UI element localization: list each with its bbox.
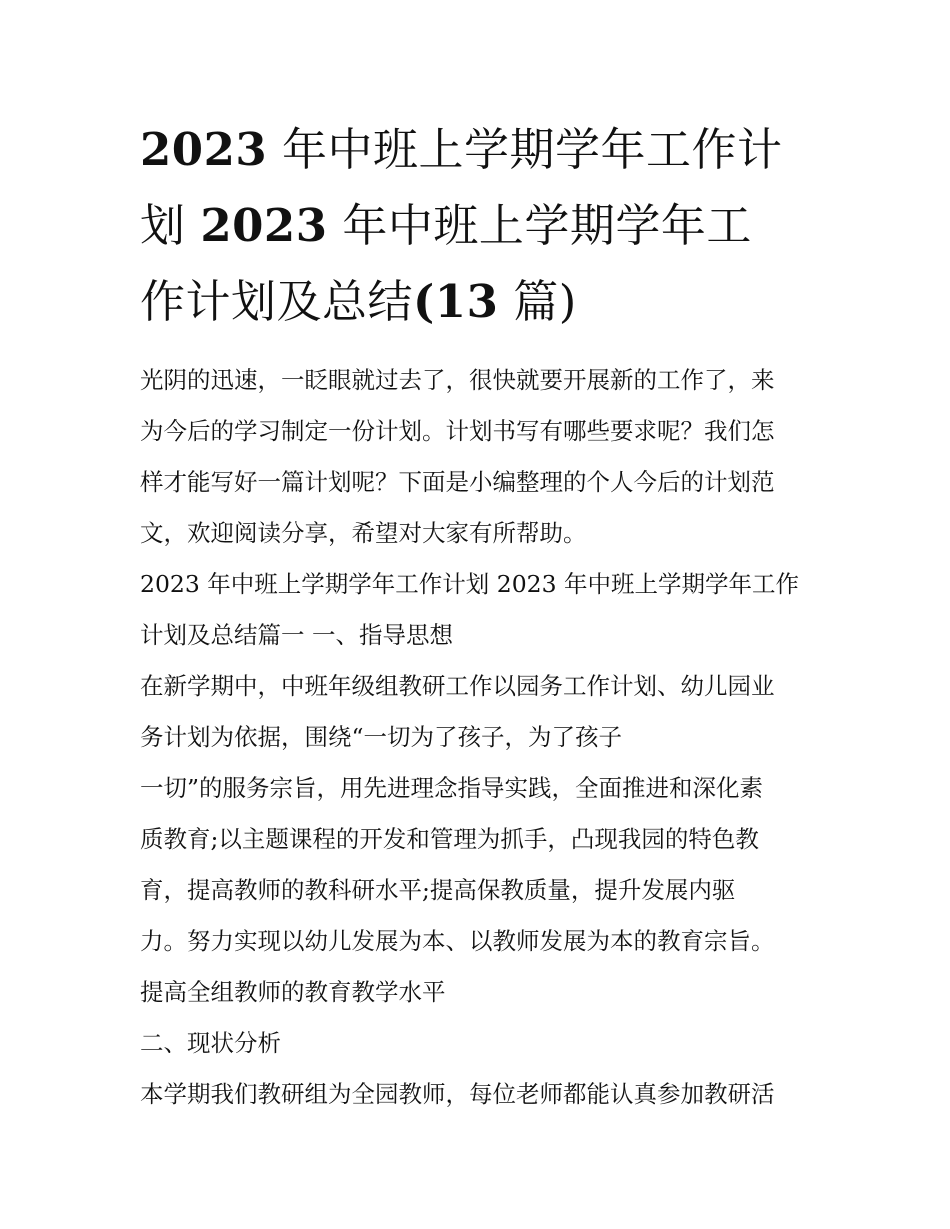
body-line: 光阴的迅速，一眨眼就过去了，很快就要开展新的工作了，来 [140, 366, 775, 394]
body-line: 力。努力实现以幼儿发展为本、以教师发展为本的教育宗旨。 [140, 927, 775, 955]
document-title [140, 112, 820, 340]
body-line: 样才能写好一篇计划呢？下面是小编整理的个人今后的计划范 [140, 468, 775, 496]
title-line-3-text-b: 篇) [498, 275, 577, 328]
title-line-2-text-b: 年中班上学期学年工 [327, 199, 752, 252]
title-line-1-text: 年中班上学期学年工作计 [267, 123, 783, 176]
title-line-1-number: 2023 [140, 123, 268, 176]
title-line [140, 264, 820, 340]
body-line: 本学期我们教研组为全园教师，每位老师都能认真参加教研活 [140, 1080, 775, 1108]
document-body [140, 355, 830, 1120]
body-line: 提高全组教师的教育教学水平 [140, 978, 446, 1006]
body-line: 一切”的服务宗旨，用先进理念指导实践，全面推进和深化素 [140, 774, 764, 802]
title-line-2-text-a: 划 [140, 199, 201, 252]
title-line [140, 188, 820, 264]
body-line: 育，提高教师的教科研水平;提高保教质量，提升发展内驱 [140, 876, 736, 904]
body-line: 文，欢迎阅读分享，希望对大家有所帮助。 [140, 519, 587, 547]
body-line: 2023 年中班上学期学年工作计划 2023 年中班上学期学年工作 [140, 570, 800, 598]
title-line-3-number: (13 [413, 275, 499, 328]
body-line: 为今后的学习制定一份计划。计划书写有哪些要求呢？我们怎 [140, 417, 775, 445]
body-line: 在新学期中，中班年级组教研工作以园务工作计划、幼儿园业 [140, 672, 775, 700]
title-line-2-number: 2023 [200, 199, 328, 252]
title-line [140, 112, 820, 188]
section-heading: 二、现状分析 [140, 1029, 281, 1057]
body-line: 质教育;以主题课程的开发和管理为抓手，凸现我园的特色教 [140, 825, 759, 853]
title-line-3-text-a: 作计划及总结 [140, 275, 414, 328]
body-line: 务计划为依据，围绕“一切为了孩子，为了孩子 [140, 723, 623, 751]
body-line: 计划及总结篇一 一、指导思想 [140, 621, 453, 649]
